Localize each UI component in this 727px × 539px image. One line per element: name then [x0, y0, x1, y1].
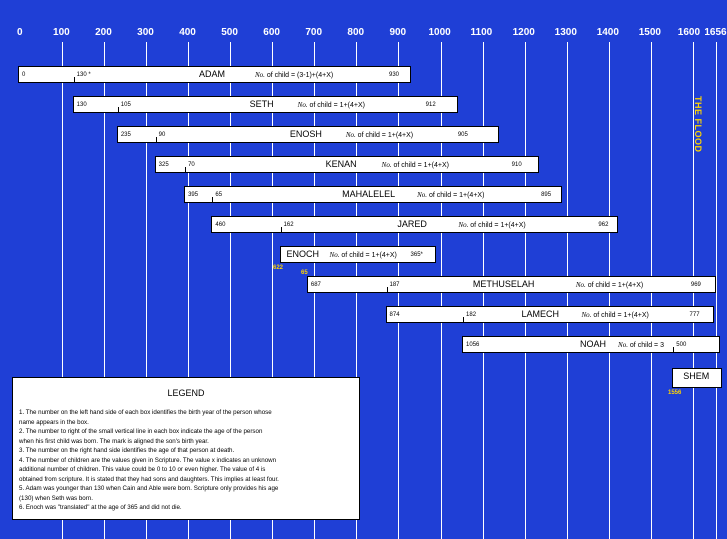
children-formula	[458, 220, 525, 231]
lifespan-bar-enosh	[117, 126, 500, 143]
formula-text: of child = 1+(4+X)	[468, 222, 526, 229]
first-child-mark	[281, 227, 282, 232]
legend-line: 1. The number on the left hand side of each box identifies the birth year of the person whose	[19, 409, 272, 416]
person-name: SHEM	[683, 371, 710, 381]
legend-line: obtained from scripture. It is stated that they had sons and daughters. This implies at least four.	[19, 475, 279, 483]
person-name: ENOCH	[286, 249, 320, 259]
person-name: LAMECH	[521, 309, 560, 319]
formula-text: of child = 1+(4+X)	[339, 252, 397, 259]
lifespan-bar-lamech	[386, 306, 715, 323]
axis-tick-label: 1000	[428, 27, 451, 38]
axis-tick-label: 1200	[512, 27, 535, 38]
axis-tick-label: 600	[263, 27, 280, 38]
lifespan-bar-noah	[462, 336, 720, 353]
birth-year-label: 395	[188, 192, 199, 198]
enoch-birth-year-label: 622	[273, 265, 284, 271]
formula-prefix: No.	[618, 341, 628, 349]
axis-tick-label: 1500	[638, 27, 661, 38]
legend-line: 6. Enoch was "translated" at the age of 365 and did not die.	[19, 504, 182, 511]
death-age-label: 365*	[410, 252, 423, 258]
legend-line: 2. The number to right of the small vertical line in each box indicate the age of the person	[19, 428, 263, 435]
axis-tick-label: 400	[179, 27, 196, 38]
first-child-age-label: 187	[389, 282, 400, 288]
children-formula	[330, 250, 397, 261]
first-child-mark	[156, 137, 157, 142]
children-formula	[582, 310, 649, 321]
first-child-age-label: 130 *	[76, 72, 91, 78]
legend-line: name appears in the box.	[19, 418, 89, 426]
death-age-label: 930	[389, 72, 400, 78]
lifespan-bar-enoch	[280, 246, 436, 263]
legend-box	[12, 377, 360, 520]
lifespan-bar-kenan	[155, 156, 540, 173]
death-age-label: 969	[690, 282, 701, 288]
legend-title: LEGEND	[167, 388, 205, 398]
death-age-label: 905	[457, 132, 468, 138]
axis-tick-label: 0	[17, 27, 23, 38]
death-age-label: 912	[425, 102, 436, 108]
formula-text: of child = 1+(4+X)	[427, 192, 485, 199]
formula-prefix: No.	[381, 161, 392, 169]
first-child-age-label: 500	[676, 342, 687, 348]
formula-prefix: No.	[417, 191, 428, 199]
formula-text: of child = (3-1)+(4+X)	[264, 72, 334, 79]
first-child-age-label: 162	[283, 222, 294, 228]
birth-year-label: 687	[310, 282, 321, 288]
shem-birth-year-label: 1556	[668, 390, 682, 396]
first-child-age-label: 90	[158, 132, 166, 138]
formula-prefix: No.	[575, 281, 586, 289]
lifespan-bar-seth	[73, 96, 458, 113]
lifespan-bar-jared	[211, 216, 618, 233]
birth-year-label: 0	[22, 72, 26, 78]
legend-line: 4. The number of children are the values given in Scripture. The value x indicates an unknown	[19, 456, 277, 464]
axis-tick-label: 1300	[554, 27, 577, 38]
formula-text: of child = 1+(4+X)	[585, 282, 644, 289]
death-age-label: 895	[541, 192, 552, 198]
axis-tick-label: 700	[305, 27, 323, 38]
lifespan-bar-mahalelel	[184, 186, 562, 203]
legend-line: 3. The number on the right hand side identifies the age of that person at death.	[19, 447, 235, 454]
birth-year-label: 874	[389, 312, 400, 318]
formula-prefix: No.	[345, 131, 356, 139]
person-name: KENAN	[325, 159, 357, 169]
legend-line: additional number of children. This value could be 0 to 10 or even higher. The value of 4 is	[19, 466, 266, 473]
legend-line: 5. Adam was younger than 130 when Cain and Able were born. Scripture only provides his age	[19, 485, 279, 492]
legend-line: (130) when Seth was born.	[19, 494, 93, 502]
first-child-age-label: 70	[188, 162, 195, 168]
formula-text: of child = 3	[627, 342, 664, 349]
person-name: METHUSELAH	[472, 279, 535, 289]
formula-text: of child = 1+(4+X)	[591, 312, 649, 319]
first-child-mark	[185, 167, 186, 172]
death-age-label: 910	[511, 162, 522, 168]
axis-tick-label: 1656	[704, 27, 727, 38]
person-name: ENOSH	[289, 129, 322, 139]
formula-text: of child = 1+(4+X)	[355, 132, 414, 139]
axis-tick-label: 100	[53, 27, 70, 38]
person-name: NOAH	[580, 339, 607, 349]
axis-tick-label: 300	[137, 27, 154, 38]
axis-tick-label: 1600	[677, 27, 701, 38]
lifespan-bar-methuselah	[307, 276, 716, 293]
formula-prefix: No.	[297, 101, 308, 109]
axis-tick-label: 1400	[596, 27, 619, 38]
legend-text	[19, 408, 354, 513]
axis-tick-label: 200	[95, 27, 112, 38]
axis-tick-label: 900	[389, 27, 407, 38]
person-name: JARED	[397, 219, 427, 229]
children-formula	[298, 100, 365, 111]
birth-year-label: 460	[215, 222, 226, 228]
children-formula	[346, 130, 413, 141]
formula-prefix: No.	[255, 71, 265, 79]
first-child-mark	[118, 107, 119, 112]
first-child-mark	[673, 347, 674, 352]
first-child-mark	[74, 77, 75, 82]
formula-prefix: No.	[581, 311, 592, 319]
flood-label: THE FLOOD	[693, 96, 703, 153]
lifespan-bar-shem	[672, 368, 722, 388]
first-child-mark	[212, 197, 213, 202]
formula-text: of child = 1+(4+X)	[391, 162, 449, 169]
death-age-label: 777	[689, 312, 700, 318]
person-name: SETH	[249, 99, 274, 109]
children-formula	[618, 340, 664, 351]
first-child-age-label: 65	[215, 192, 223, 198]
birth-year-label: 235	[120, 132, 131, 138]
formula-prefix: No.	[458, 221, 469, 229]
enoch-child-age-label: 65	[301, 270, 308, 276]
first-child-age-label: 105	[120, 102, 131, 108]
children-formula	[255, 70, 333, 81]
axis-tick-label: 1100	[470, 27, 493, 38]
first-child-mark	[463, 317, 464, 322]
birth-year-label: 130	[76, 102, 87, 108]
children-formula	[417, 190, 484, 201]
formula-prefix: No.	[329, 251, 340, 259]
first-child-mark	[387, 287, 388, 292]
formula-text: of child = 1+(4+X)	[307, 102, 365, 109]
person-name: ADAM	[199, 69, 226, 79]
birth-year-label: 1056	[466, 342, 480, 348]
death-age-label: 962	[598, 222, 609, 228]
children-formula	[576, 280, 643, 291]
legend-line: when his first child was born. The mark is aligned the son's birth year.	[19, 437, 209, 445]
first-child-age-label: 182	[466, 312, 477, 318]
axis-tick-label: 800	[347, 27, 365, 38]
person-name: MAHALELEL	[342, 189, 396, 199]
lifespan-bar-adam	[18, 66, 411, 83]
birth-year-label: 325	[158, 162, 169, 168]
children-formula	[382, 160, 449, 171]
axis-tick-label: 500	[221, 27, 238, 38]
